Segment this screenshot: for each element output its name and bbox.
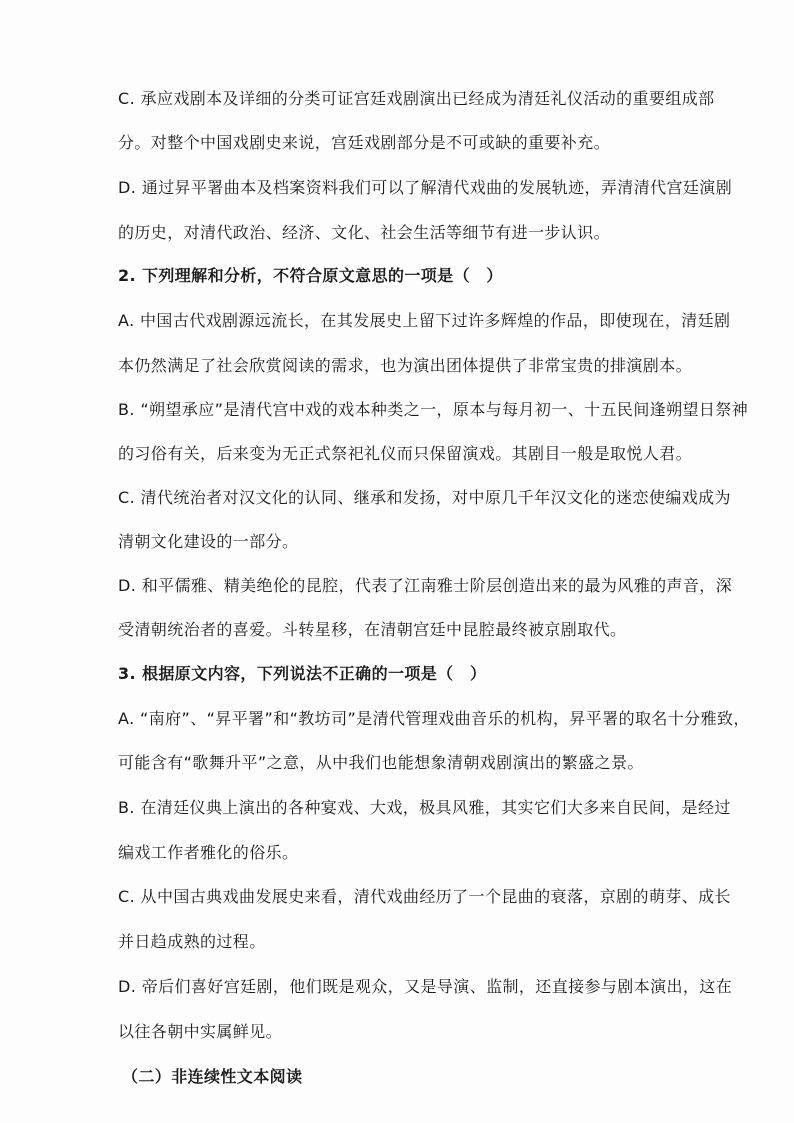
q3-option-c-line2: 并日趋成熟的过程。: [118, 932, 266, 951]
q2-option-b-line2: 的习俗有关，后来变为无正式祭祀礼仪而只保留演戏。其剧目一般是取悦人君。: [118, 444, 693, 463]
q3-option-a-line2: 可能含有“歌舞升平”之意，从中我们也能想象清朝戏剧演出的繁盛之景。: [118, 753, 644, 772]
q3-option-c-line1: C. 从中国古典戏曲发展史来看，清代戏曲经历了一个昆曲的衰落，京剧的萌芽、成长: [118, 887, 731, 906]
q1-option-c-line1: C. 承应戏剧本及详细的分类可证宫廷戏剧演出已经成为清廷礼仪活动的重要组成部: [118, 89, 715, 108]
q2-option-a-line1: A. 中国古代戏剧源远流长，在其发展史上留下过许多辉煌的作品，即使现在，清廷剧: [118, 311, 731, 330]
q3-option-d-line2: 以往各朝中实属鲜见。: [118, 1022, 283, 1041]
q3-stem: 3. 根据原文内容，下列说法不正确的一项是（ ）: [118, 664, 487, 683]
q2-option-d-line1: D. 和平儒雅、精美绝伦的昆腔，代表了江南雅士阶层创造出来的最为风雅的声音，深: [118, 576, 733, 595]
q3-option-b-line2: 编戏工作者雅化的俗乐。: [118, 843, 299, 862]
q1-option-d-line1: D. 通过昇平署曲本及档案资料我们可以了解清代戏曲的发展轨迹，弄清清代宫廷演剧: [118, 178, 733, 197]
q2-option-c-line1: C. 清代统治者对汉文化的认同、继承和发扬，对中原几千年汉文化的迷恋使编戏成为: [118, 488, 731, 507]
q1-option-c-line2: 分。对整个中国戏剧史来说，宫廷戏剧部分是不可或缺的重要补充。: [118, 133, 611, 152]
q2-option-b-line1: B. “朔望承应”是清代宫中戏的戏本种类之一，原本与每月初一、十五民间逢朔望日祭神: [118, 400, 749, 419]
section-title: （二）非连续性文本阅读: [122, 1067, 303, 1086]
q2-option-d-line2: 受清朝统治者的喜爱。斗转星移，在清朝宫廷中昆腔最终被京剧取代。: [118, 620, 627, 639]
q3-option-b-line1: B. 在清廷仪典上演出的各种宴戏、大戏，极具风雅，其实它们大多来自民间，是经过: [118, 798, 731, 817]
q1-option-d-line2: 的历史，对清代政治、经济、文化、社会生活等细节有进一步认识。: [118, 223, 611, 242]
q3-option-a-line1: A. “南府”、“昇平署”和“教坊司”是清代管理戏曲音乐的机构，昇平署的取名十分雅致，: [118, 709, 750, 728]
q2-option-a-line2: 本仍然满足了社会欣赏阅读的需求，也为演出团体提供了非常宝贵的排演剧本。: [118, 356, 693, 375]
q2-stem: 2. 下列理解和分析，不符合原文意思的一项是（ ）: [118, 266, 503, 285]
q2-option-c-line2: 清朝文化建设的一部分。: [118, 532, 299, 551]
q3-option-d-line1: D. 帝后们喜好宫廷剧，他们既是观众，又是导演、监制，还直接参与剧本演出，这在: [118, 977, 733, 996]
